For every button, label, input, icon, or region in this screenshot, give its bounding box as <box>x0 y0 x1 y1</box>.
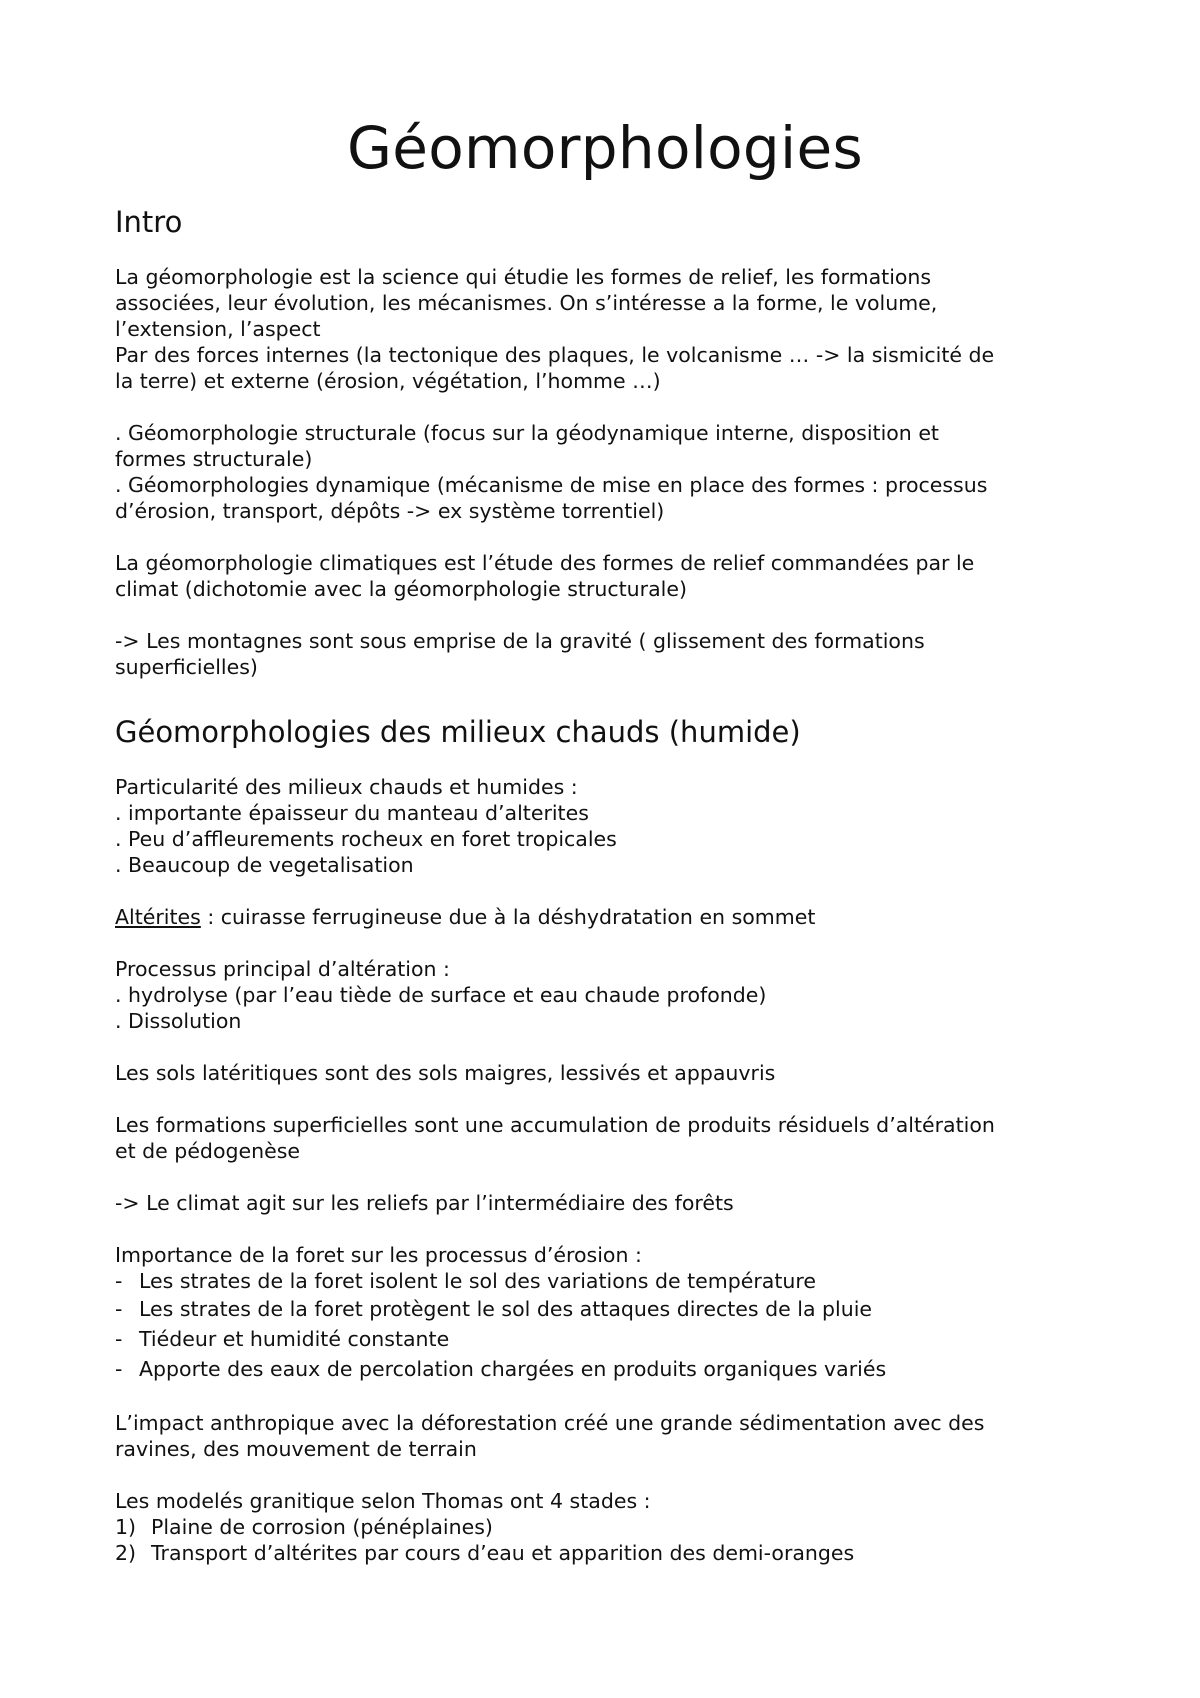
list-item: - Apporte des eaux de percolation chargées en produits organiques variés <box>115 1354 1095 1384</box>
list-item: - Les strates de la foret isolent le sol des variations de température <box>115 1269 816 1293</box>
text-line: ravines, des mouvement de terrain <box>115 1437 477 1461</box>
text-line: L’impact anthropique avec la déforestation créé une grande sédimentation avec des <box>115 1411 985 1435</box>
dash-bullet: - <box>115 1357 123 1381</box>
text-line: La géomorphologie climatiques est l’étude des formes de relief commandées par le <box>115 551 975 575</box>
text-line: . Géomorphologies dynamique (mécanisme de mise en place des formes : processus <box>115 473 988 497</box>
text-line: superficielles) <box>115 655 258 679</box>
text-line: . hydrolyse (par l’eau tiède de surface et eau chaude profonde) <box>115 983 767 1007</box>
chauds-paragraph-4: Les sols latéritiques sont des sols maigres, lessivés et appauvris <box>115 1061 776 1085</box>
heading-intro: Intro <box>115 205 183 239</box>
document-title: Géomorphologies <box>347 114 863 182</box>
intro-paragraph-4 <box>115 628 1095 680</box>
intro-paragraph-1 <box>115 264 1095 394</box>
text-line: formes structurale) <box>115 447 313 471</box>
text-line: Par des forces internes (la tectonique des plaques, le volcanisme … -> la sismicité de <box>115 343 995 367</box>
heading-milieux-chauds: Géomorphologies des milieux chauds (humide) <box>115 715 801 749</box>
text-line: Particularité des milieux chauds et humides : <box>115 775 578 799</box>
list-item: - Les strates de la foret protègent le sol des attaques directes de la pluie <box>115 1294 1095 1324</box>
alterites-term: Altérites <box>115 905 201 929</box>
intro-paragraph-2 <box>115 420 1095 524</box>
thomas-section <box>115 1488 1095 1566</box>
chauds-paragraph-6: -> Le climat agit sur les reliefs par l’intermédiaire des forêts <box>115 1191 734 1215</box>
list-item: 1) Plaine de corrosion (pénéplaines) <box>115 1515 493 1539</box>
alterites-paragraph <box>115 904 1095 930</box>
dash-bullet: - <box>115 1269 123 1293</box>
list-item: - Tiédeur et humidité constante <box>115 1324 1095 1354</box>
thomas-intro: Les modelés granitique selon Thomas ont 4 stades : <box>115 1489 651 1513</box>
text-line: d’érosion, transport, dépôts -> ex système torrentiel) <box>115 499 665 523</box>
text-line: associées, leur évolution, les mécanismes. On s’intéresse a la forme, le volume, <box>115 291 938 315</box>
chauds-paragraph-8 <box>115 1410 1095 1462</box>
chauds-paragraph-5 <box>115 1112 1095 1164</box>
intro-paragraph-3 <box>115 550 1095 602</box>
list-item: 2) Transport d’altérites par cours d’eau et apparition des demi-oranges <box>115 1541 855 1565</box>
text-line: et de pédogenèse <box>115 1139 301 1163</box>
dash-bullet: - <box>115 1327 123 1351</box>
text-line: Processus principal d’altération : <box>115 957 450 981</box>
text-line: climat (dichotomie avec la géomorphologie structurale) <box>115 577 687 601</box>
chauds-paragraph-1 <box>115 774 1095 878</box>
text-line: la terre) et externe (érosion, végétation, l’homme …) <box>115 369 661 393</box>
foret-intro: Importance de la foret sur les processus d’érosion : <box>115 1243 642 1267</box>
dash-bullet: - <box>115 1297 123 1321</box>
text-line: . Peu d’affleurements rocheux en foret tropicales <box>115 827 617 851</box>
thomas-list <box>115 1514 1095 1566</box>
text-line: . Dissolution <box>115 1009 242 1033</box>
text-line: . importante épaisseur du manteau d’alterites <box>115 801 589 825</box>
list-number: 2) <box>115 1541 137 1565</box>
chauds-paragraph-3 <box>115 956 1095 1034</box>
text-line: Les formations superficielles sont une accumulation de produits résiduels d’altération <box>115 1113 995 1137</box>
text-line: . Beaucoup de vegetalisation <box>115 853 414 877</box>
document-page <box>115 112 1095 1566</box>
list-number: 1) <box>115 1515 137 1539</box>
foret-section <box>115 1242 1095 1384</box>
text-line: La géomorphologie est la science qui étudie les formes de relief, les formations <box>115 265 932 289</box>
alterites-definition: : cuirasse ferrugineuse due à la déshydratation en sommet <box>200 905 816 929</box>
text-line: . Géomorphologie structurale (focus sur la géodynamique interne, disposition et <box>115 421 939 445</box>
text-line: -> Les montagnes sont sous emprise de la gravité ( glissement des formations <box>115 629 925 653</box>
foret-list <box>115 1268 1095 1384</box>
text-line: l’extension, l’aspect <box>115 317 321 341</box>
